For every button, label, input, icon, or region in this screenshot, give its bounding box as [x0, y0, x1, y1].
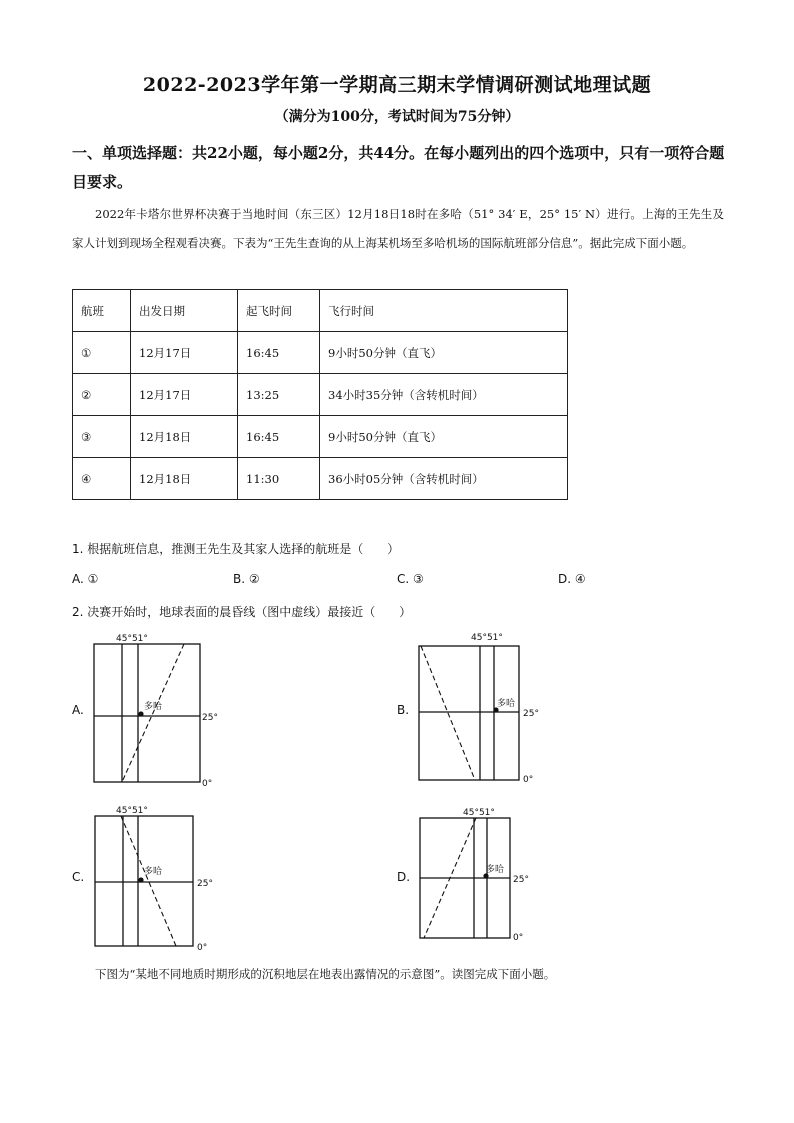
table-cell: 9小时50分钟（直飞） — [320, 332, 568, 374]
lat0-label: 0° — [197, 943, 208, 953]
table-cell: 16:45 — [238, 332, 320, 374]
meridian-label: 45°51° — [463, 808, 495, 818]
table-row — [73, 332, 568, 374]
lat0-label: 0° — [202, 779, 213, 789]
terminator-diagram-c[interactable] — [95, 804, 225, 952]
header-cell: 出发日期 — [131, 290, 238, 332]
q1-option-a[interactable]: A. ① — [72, 572, 99, 586]
table-cell: 13:25 — [238, 374, 320, 416]
table-cell: ① — [73, 332, 131, 374]
table-cell: ④ — [73, 458, 131, 500]
table-cell: ② — [73, 374, 131, 416]
lat25-label: 25° — [197, 879, 213, 889]
table-cell: 11:30 — [238, 458, 320, 500]
doha-label: 多哈 — [144, 702, 163, 712]
q1-option-c[interactable]: C. ③ — [397, 572, 424, 586]
terminator-diagram-a[interactable] — [94, 630, 224, 790]
header-cell: 航班 — [73, 290, 131, 332]
table-cell: 16:45 — [238, 416, 320, 458]
lat0-label: 0° — [513, 933, 524, 943]
q1-option-d[interactable]: D. ④ — [558, 572, 586, 586]
section-heading: 一、单项选择题：共22小题，每小题2分，共44分。在每小题列出的四个选项中，只有一项符合题目要求。 — [72, 144, 725, 191]
q2-option-a[interactable]: A. — [72, 703, 84, 717]
q1-option-b[interactable]: B. ② — [233, 572, 260, 586]
terminator-diagram-d[interactable] — [420, 806, 550, 946]
doha-label: 多哈 — [486, 865, 505, 875]
meridian-label: 45°51° — [116, 806, 148, 816]
table-row — [73, 416, 568, 458]
meridian-label: 45°51° — [471, 633, 503, 643]
flight-table — [72, 289, 568, 500]
table-cell: ③ — [73, 416, 131, 458]
page-subtitle: （满分为100分，考试时间为75分钟） — [274, 109, 520, 125]
passage-text: 2022年卡塔尔世界杯决赛于当地时间（东三区）12月18日18时在多哈（51° 34′ E，25° 15′ N）进行。上海的王先生及家人计划到现场全程观看决赛。下表为“王先生查询的从上海某机场至多哈机场的国际航班部分信息”。据此完成下面小题。 — [72, 207, 724, 250]
table-header-row — [73, 290, 568, 332]
page-title: 2022-2023学年第一学期高三期末学情调研测试地理试题 — [142, 74, 652, 96]
table-row — [73, 458, 568, 500]
header-cell: 起飞时间 — [238, 290, 320, 332]
question-2-stem: 2. 决赛开始时，地球表面的晨昏线（图中虚线）最接近（ ） — [72, 605, 412, 619]
lat0-label: 0° — [523, 775, 534, 785]
doha-label: 多哈 — [144, 867, 163, 877]
question-1-stem: 1. 根据航班信息，推测王先生及其家人选择的航班是（ ） — [72, 542, 400, 556]
doha-label: 多哈 — [497, 699, 516, 709]
table-cell: 9小时50分钟（直飞） — [320, 416, 568, 458]
table-cell: 34小时35分钟（含转机时间） — [320, 374, 568, 416]
next-passage-caption: 下图为“某地不同地质时期形成的沉积地层在地表出露情况的示意图”。读图完成下面小题。 — [95, 967, 556, 981]
meridian-label: 45°51° — [116, 634, 148, 644]
q2-option-d[interactable]: D. — [397, 870, 411, 884]
table-cell: 12月18日 — [131, 458, 238, 500]
q2-option-b[interactable]: B. — [397, 703, 410, 717]
table-row — [73, 374, 568, 416]
terminator-diagram-b[interactable] — [419, 630, 549, 790]
lat25-label: 25° — [202, 713, 218, 723]
table-cell: 12月17日 — [131, 332, 238, 374]
lat25-label: 25° — [513, 875, 529, 885]
header-cell: 飞行时间 — [320, 290, 568, 332]
table-cell: 36小时05分钟（含转机时间） — [320, 458, 568, 500]
table-cell: 12月18日 — [131, 416, 238, 458]
lat25-label: 25° — [523, 709, 539, 719]
q2-option-c[interactable]: C. — [72, 870, 85, 884]
table-cell: 12月17日 — [131, 374, 238, 416]
